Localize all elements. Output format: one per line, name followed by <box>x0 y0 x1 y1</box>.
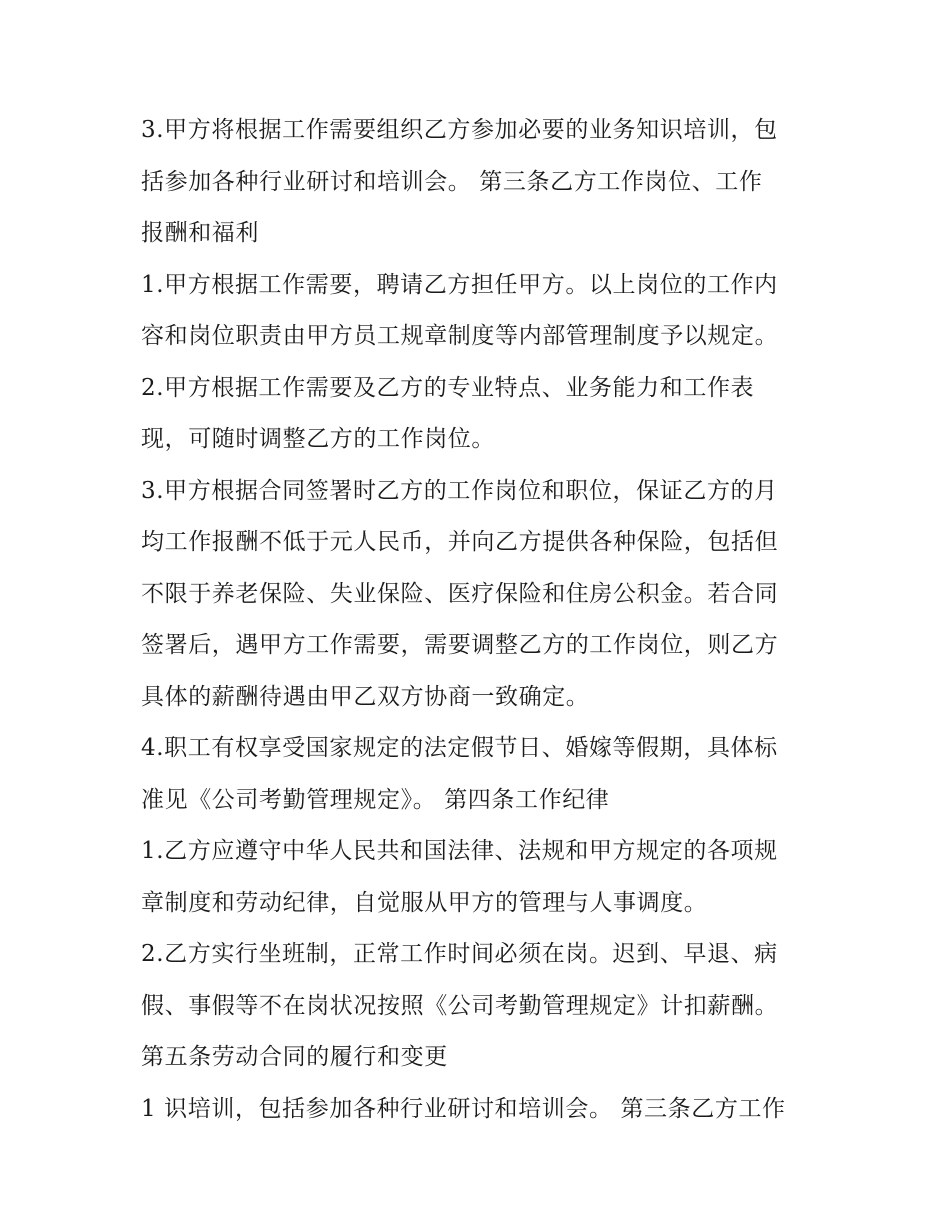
text-line: 括参加各种行业研讨和培训会。 第三条乙方工作岗位、工作 <box>141 168 763 195</box>
text-line: 2.甲方根据工作需要及乙方的专业特点、业务能力和工作表 <box>141 374 755 401</box>
text-line: 章制度和劳动纪律，自觉服从甲方的管理与人事调度。 <box>141 889 708 916</box>
text-line: 3.甲方根据合同签署时乙方的工作岗位和职位，保证乙方的月 <box>141 477 778 504</box>
document-body <box>141 105 813 1135</box>
text-line: 现，可随时调整乙方的工作岗位。 <box>141 426 495 452</box>
text-line: 具体的薪酬待遇由甲乙双方协商一致确定。 <box>141 683 590 710</box>
text-line: 报酬和福利 <box>141 220 259 246</box>
text-line: 第五条劳动合同的履行和变更 <box>141 1044 448 1070</box>
text-line: 4.职工有权享受国家规定的法定假节日、婚嫁等假期，具体标 <box>141 735 778 761</box>
text-line: 均工作报酬不低于元人民币，并向乙方提供各种保险，包括但 <box>141 529 779 555</box>
text-line: 2.乙方实行坐班制，正常工作时间必须在岗。迟到、早退、病 <box>141 941 778 967</box>
text-line: 容和岗位职责由甲方员工规章制度等内部管理制度予以规定。 <box>141 323 779 349</box>
text-line: 签署后，遇甲方工作需要，需要调整乙方的工作岗位，则乙方 <box>141 632 779 658</box>
text-line: 1.甲方根据工作需要，聘请乙方担任甲方。以上岗位的工作内 <box>141 271 778 298</box>
text-line: 不限于养老保险、失业保险、医疗保险和住房公积金。若合同 <box>141 580 779 607</box>
text-line: 准见《公司考勤管理规定》。 第四条工作纪律 <box>141 786 610 813</box>
text-line: 假、事假等不在岗状况按照《公司考勤管理规定》计扣薪酬。 <box>141 992 779 1019</box>
text-line: 1 识培训，包括参加各种行业研讨和培训会。 第三条乙方工作 <box>141 1095 786 1122</box>
text-line: 3.甲方将根据工作需要组织乙方参加必要的业务知识培训，包 <box>141 117 778 143</box>
text-line: 1.乙方应遵守中华人民共和国法律、法规和甲方规定的各项规 <box>141 838 778 864</box>
